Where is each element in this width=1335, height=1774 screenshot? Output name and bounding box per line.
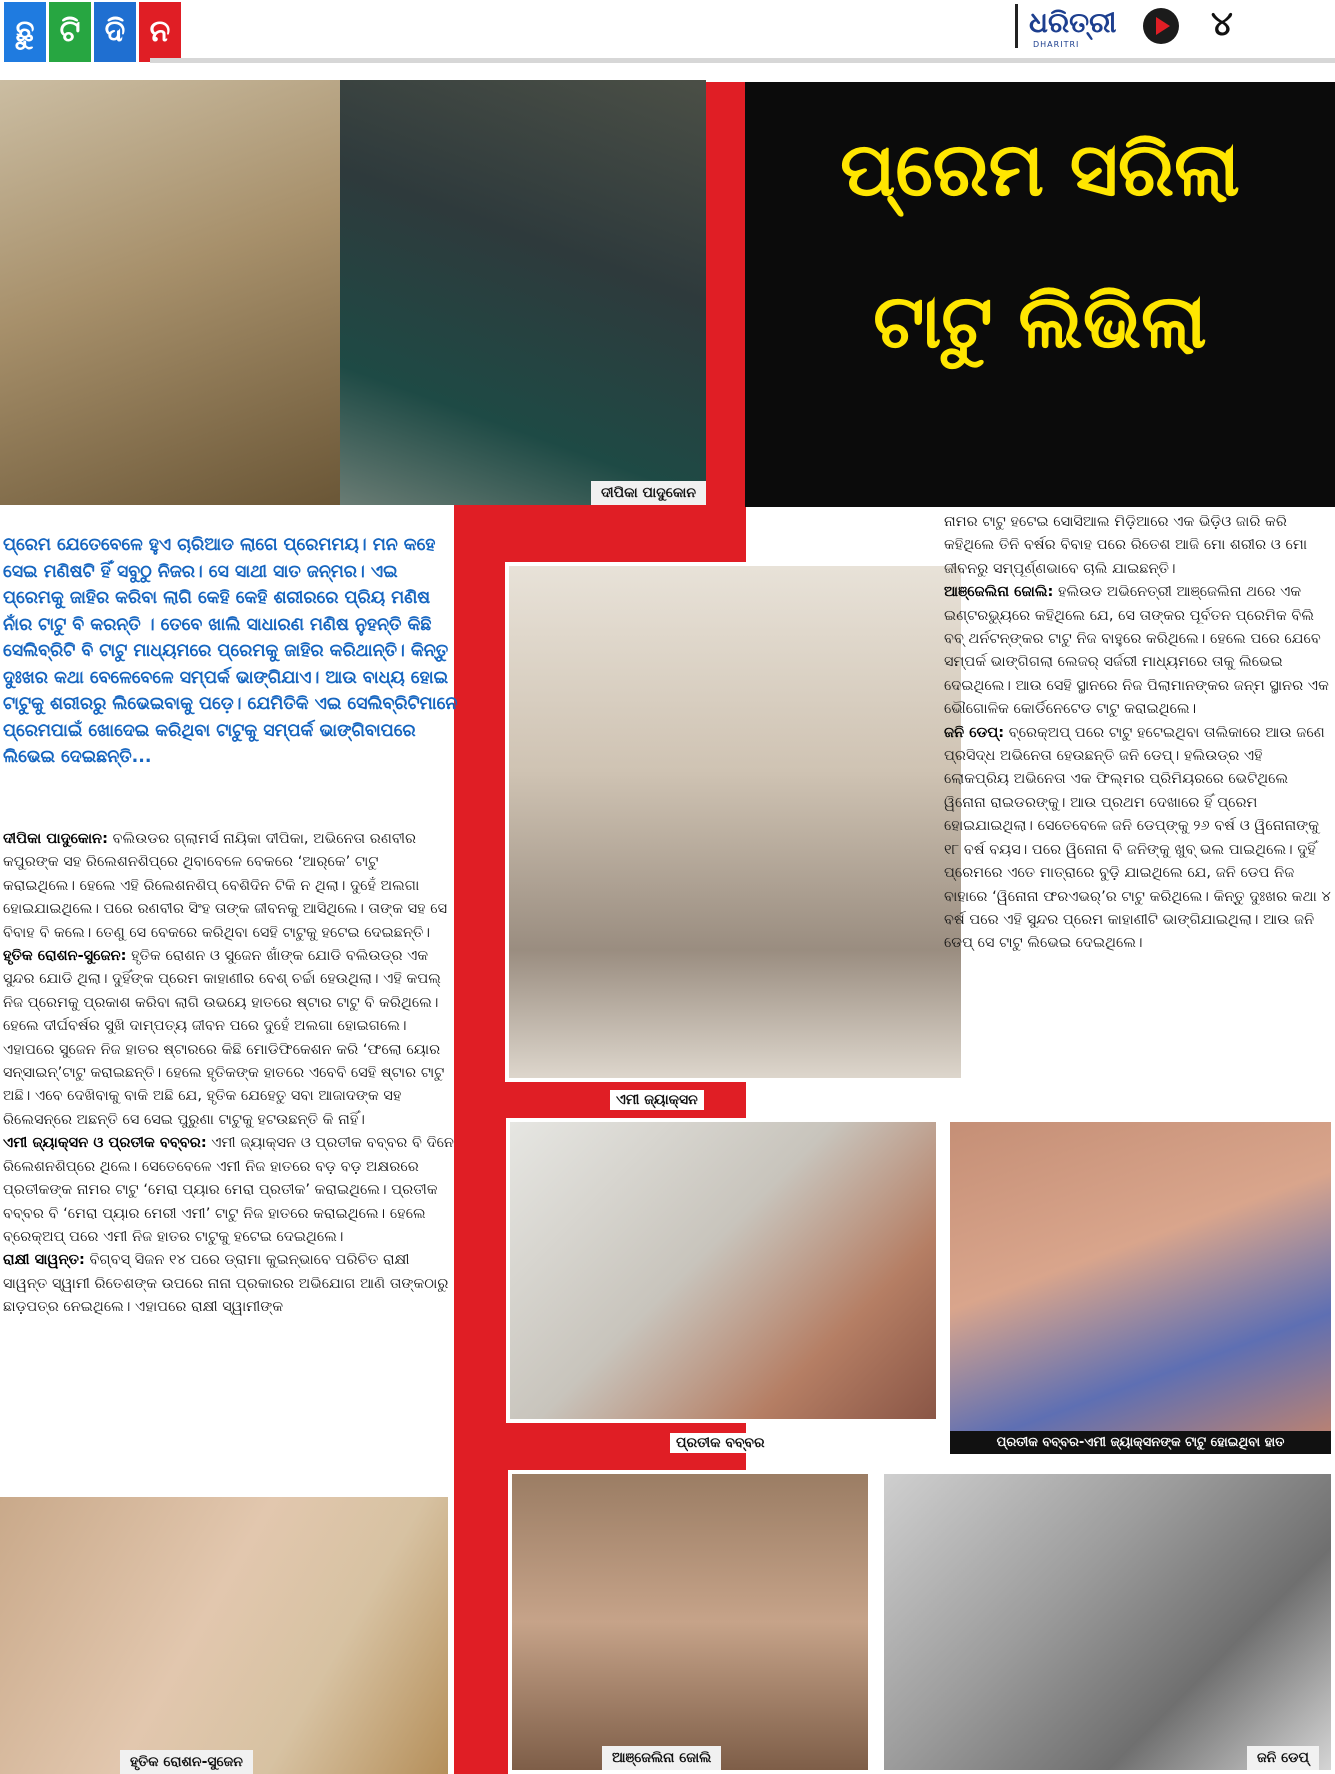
article-paragraph xyxy=(3,1131,454,1248)
page-number: ୪ xyxy=(1211,4,1233,44)
photo-caption: ପ୍ରତୀକ ବବ୍ବର xyxy=(670,1433,771,1453)
page-header xyxy=(0,0,1335,62)
paragraph-lead: ରାକ୍ଷୀ ସାୱନ୍ତ: xyxy=(3,1251,85,1269)
paragraph-text: ବ୍ରେକ୍‌ଅପ୍ ପରେ ଟାଟୁ ହଟେଇଥିବା ତାଲିକାରେ ଆଉ ଜଣେ ପ୍ରସିଦ୍ଧ ଅଭିନେତା ହେଉଛନ୍ତି ଜନି ଡେପ୍। ହଲିଉଡ୍‌ର ଏହି ଲୋକପ୍ରିୟ ଅଭିନେତା ଏକ ଫିଲ୍ମର ପ୍ରିମିୟରରେ ଭେଟିଥିଲେ ୱିନୋନା ରାଇଡରଙ୍କୁ। ଆଉ ପ୍ରଥମ ଦେଖାରେ ହିଁ ପ୍ରେମ ହୋଇଯାଇଥିଲା। ସେତେବେଳେ ଜନି ଡେପ୍‌ଙ୍କୁ ୨୬ ବର୍ଷ ଓ ୱିନୋନାଙ୍କୁ ୧୮ ବର୍ଷ ବୟସ। ପରେ ୱିନୋନା ବି ଜନିଙ୍କୁ ଖୁବ୍ ଭଲ ପାଇଥିଲେ। ଦୁହିଁ ପ୍ରେମରେ ଏତେ ମାତ୍ରାରେ ବୁଡ଼ି ଯାଇଥିଲେ ଯେ, ଜନି ଡେପ ନିଜ ବାହାରେ ‘ୱିନୋନା ଫରଏଭର୍’ର ଟାଟୁ କରିଥିଲେ। କିନ୍ତୁ ଦୁଃଖର କଥା ୪ ବର୍ଷ ପରେ ଏହି ସୁନ୍ଦର ପ୍ରେମ କାହାଣୀଟି ଭାଙ୍ଗିଯାଇଥିଲା। ଆଉ ଜନି ଡେପ୍ ସେ ଟାଟୁ ଲିଭେଇ ଦେଇଥିଲେ। xyxy=(944,723,1331,952)
headline-line-2: ଟାଟୁ ଲିଭିଲା xyxy=(873,279,1207,365)
paragraph-text: ହଲିଉଡ ଅଭିନେତ୍ରୀ ଆଞ୍ଜେଲିନା ଥରେ ଏକ ଇଣ୍ଟରଭ୍ୟୁରେ କହିଥିଲେ ଯେ, ସେ ତାଙ୍କର ପୂର୍ବତନ ପ୍ରେମିକ ବିଲି ବବ୍ ଥର୍ନଟନ୍‌ଙ୍କର ଟାଟୁ ନିଜ ବାହୁରେ କରିଥିଲେ। ହେଲେ ପରେ ଯେବେ ସମ୍ପର୍କ ଭାଙ୍ଗିଗଲା ଲେଜର୍ ସର୍ଜରୀ ମାଧ୍ୟମରେ ତାକୁ ଲିଭେଇ ଦେଇଥିଲେ। ଆଉ ସେହି ସ୍ଥାନରେ ନିଜ ପିଲାମାନଙ୍କର ଜନ୍ମ ସ୍ଥାନର ଏକ ଭୌଗୋଳିକ କୋର୍ଡିନେଟେଡ ଟାଟୁ କରାଇଥିଲେ। xyxy=(944,583,1329,718)
headline-line-1: ପ୍ରେମ ସରିଲା xyxy=(840,127,1240,213)
article-paragraph xyxy=(944,510,1332,580)
brand-name: ଧରିତ୍ରୀ xyxy=(1029,6,1117,39)
photo-caption: ପ୍ରତୀକ ବବ୍ବର-ଏମୀ ଜ୍ୟାକ୍ସନଙ୍କ ଟାଟୁ ହୋଇଥିବା ହାତ xyxy=(950,1431,1331,1454)
article-column-left xyxy=(0,827,454,1319)
photo-angelina-jolie xyxy=(508,1470,872,1774)
intro-paragraph: ପ୍ରେମ ଯେତେବେଳେ ହୁଏ ଚାରିଆଡ ଲାଗେ ପ୍ରେମମୟ। ମନ କହେ ସେଇ ମଣିଷଟି ହିଁ ସବୁଠୁ ନିଜର। ସେ ସାଥୀ ସାତ ଜନ୍ମର। ଏଇ ପ୍ରେମକୁ ଜାହିର କରିବା ଲାଗି କେହି କେହି ଶରୀରରେ ପ୍ରିୟ ମଣିଷ ନାଁର ଟାଟୁ ବି କରନ୍ତି । ତେବେ ଖାଲି ସାଧାରଣ ମଣିଷ ନୁହନ୍ତି କିଛି ସେଲିବ୍ରିଟି ବି ଟାଟୁ ମାଧ୍ୟମରେ ପ୍ରେମକୁ ଜାହିର କରିଥାନ୍ତି। କିନ୍ତୁ ଦୁଃଖର କଥା ବେଳେବେଳେ ସମ୍ପର୍କ ଭାଙ୍ଗିଯାଏ। ଆଉ ବାଧ୍ୟ ହୋଇ ଟାଟୁକୁ ଶରୀରରୁ ଲିଭେଇବାକୁ ପଡ଼େ। ଯେମିତିକି ଏଇ ସେଲିବ୍ରିଟିମାନେ ପ୍ରେମପାଇଁ ଖୋଦେଇ କରିଥିବା ଟାଟୁକୁ ସମ୍ପର୍କ ଭାଙ୍ଗିବାପରେ ଲିଭେଇ ଦେଇଛନ୍ତି... xyxy=(3,535,458,767)
paragraph-lead: ଏମୀ ଜ୍ୟାକ୍ସନ ଓ ପ୍ରତୀକ ବବ୍ବର: xyxy=(3,1134,207,1152)
play-icon xyxy=(1143,8,1179,44)
section-title-tile: ନ xyxy=(139,2,181,62)
photo-prateik-babbar xyxy=(506,1118,940,1423)
article-paragraph xyxy=(3,827,454,944)
brand-divider xyxy=(1015,4,1018,48)
paragraph-text: ବଲିଉଡର ଗ୍ଲାମର୍ସ ନାୟିକା ଦୀପିକା, ଅଭିନେତା ରଣବୀର କପୁରଙ୍କ ସହ ରିଲେଶନଶିପ୍‌ରେ ଥିବାବେଳେ ବେକରେ ‘ଆର୍‌କେ’ ଟାଟୁ କରାଇଥିଲେ। ହେଲେ ଏହି ରିଲେଶନଶିପ୍ ବେଶିଦିନ ଟିକି ନ ଥିଲା। ଦୁହେଁ ଅଲଗା ହୋଇଯାଇଥିଲେ। ପରେ ରଣବୀର ସିଂହ ତାଙ୍କ ଜୀବନକୁ ଆସିଥିଲେ। ତାଙ୍କ ସହ ସେ ବିବାହ ବି କଲେ। ତେଣୁ ସେ ବେକରେ କରିଥିବା ସେହି ଟାଟୁକୁ ହଟେଇ ଦେଇଛନ୍ତି। xyxy=(3,830,448,941)
article-paragraph xyxy=(944,580,1332,720)
photo-amy-jackson xyxy=(505,562,965,1082)
photo-caption: ଏମୀ ଜ୍ୟାକ୍ସନ xyxy=(610,1090,704,1110)
photo-johnny-depp xyxy=(880,1470,1335,1774)
photo-hrithik-sussanne xyxy=(0,1497,448,1774)
paragraph-lead: ଦୀପିକା ପାଦୁକୋନ: xyxy=(3,830,108,847)
section-title-tile: ଛୁ xyxy=(4,2,46,62)
section-title-tile: ଟି xyxy=(49,2,91,62)
paragraph-text: ହୃତିକ ରୋଶନ ଓ ସୁଜେନ ଖାଁଙ୍କ ଯୋଡି ବଲିଉଡ୍‌ର ଏକ ସୁନ୍ଦର ଯୋଡି ଥିଲା। ଦୁହିଁଙ୍କ ପ୍ରେମ କାହାଣୀର ବେଶ୍ ଚର୍ଚ୍ଚା ହେଉଥିଲା। ଏହି କପଲ୍ ନିଜ ପ୍ରେମକୁ ପ୍ରକାଶ କରିବା ଲାଗି ଉଭୟେ ହାତରେ ଷ୍ଟାର ଟାଟୁ ବି କରିଥିଲେ। ହେଲେ ଦୀର୍ଘବର୍ଷର ସୁଖି ଦାମ୍ପତ୍ୟ ଜୀବନ ପରେ ଦୁହେଁ ଅଲଗା ହୋଇଗଲେ। ଏହାପରେ ସୁଜେନ ନିଜ ହାତର ଷ୍ଟାରରେ କିଛି ମୋଡିଫିକେଶନ କରି ‘ଫଲୋ ୟୋର ସନ୍‌ସାଇନ୍’ଟାଟୁ କରାଇଛନ୍ତି। ହେଲେ ହୃତିକଙ୍କ ହାତରେ ଏବେବି ସେହି ଷ୍ଟାର ଟାଟୁ ଅଛି। ଏବେ ଦେଖିବାକୁ ବାକି ଅଛି ଯେ, ହୃତିକ ଯେହେତୁ ସବା ଆଜାଦଙ୍କ ସହ ରିଲେସନ୍‌ରେ ଅଛନ୍ତି ସେ ସେଇ ପୁରୁଣା ଟାଟୁକୁ ହଟଉଛନ୍ତି କି ନାହିଁ। xyxy=(3,947,445,1128)
brand-sub: DHARITRI xyxy=(1033,40,1080,49)
article-paragraph xyxy=(3,1248,454,1318)
photo-deepika-front xyxy=(0,80,345,505)
article-paragraph xyxy=(944,721,1332,955)
paragraph-text: ନାମର ଟାଟୁ ହଟେଇ ସୋସିଆଲ ମିଡ଼ିଆରେ ଏକ ଭିଡ଼ିଓ ଜାରି କରି କହିଥିଲେ ତିନି ବର୍ଷର ବିବାହ ପରେ ରିତେଶ ଆଜି ମୋ ଶରୀର ଓ ମୋ ଜୀବନରୁ ସମ୍ପୂର୍ଣ୍ଣଭାବେ ଚାଲି ଯାଇଛନ୍ତି। xyxy=(944,513,1308,577)
photo-caption: ହୃତିକ ରୋଶନ-ସୁଜେନ xyxy=(120,1750,253,1774)
paragraph-lead: ହୃତିକ ରୋଶନ-ସୁଜେନ: xyxy=(3,947,127,965)
header-rule xyxy=(150,58,1335,63)
photo-caption: ଜନି ଡେପ୍ xyxy=(1247,1746,1319,1770)
headline-box xyxy=(745,82,1335,507)
paragraph-lead: ଜନି ଡେପ୍: xyxy=(944,723,1005,741)
section-title xyxy=(4,2,181,62)
article-paragraph xyxy=(3,944,454,1131)
photo-tattoo-arms xyxy=(946,1118,1335,1458)
photo-deepika-back xyxy=(340,80,706,505)
photo-caption: ଦୀପିକା ପାଦୁକୋନ xyxy=(591,481,706,505)
paragraph-text: ଏମୀ ଜ୍ୟାକ୍ସନ ଓ ପ୍ରତୀକ ବବ୍ବର ବି ଦିନେ ରିଲେଶନଶିପ୍‌ରେ ଥିଲେ। ସେତେବେଳେ ଏମୀ ନିଜ ହାତରେ ବଡ଼ ବଡ଼ ଅକ୍ଷରରେ ପ୍ରତୀକଙ୍କ ନାମର ଟାଟୁ ‘ମେରା ପ୍ୟାର ମେରା ପ୍ରତୀକ’ କରାଇଥିଲେ। ପ୍ରତୀକ ବବ୍ବର ବି ‘ମେରା ପ୍ୟାର ମେରୀ ଏମୀ’ ଟାଟୁ ନିଜ ହାତରେ କରାଇଥିଲେ। ହେଲେ ବ୍ରେକ୍‌ଅପ୍ ପରେ ଏମୀ ନିଜ ହାତର ଟାଟୁକୁ ହଟେଇ ଦେଇଥିଲେ। xyxy=(3,1134,454,1245)
photo-caption: ଆଞ୍ଜେଲିନା ଜୋଲି xyxy=(602,1746,721,1770)
section-title-tile: ଦି xyxy=(94,2,136,62)
article-column-right xyxy=(944,510,1332,955)
paragraph-text: ବିଗ୍‌ବସ୍ ସିଜନ ୧୪ ପରେ ଡ୍ରାମା କୁଇନ୍‌ଭାବେ ପରିଚିତ ରାକ୍ଷୀ ସାୱନ୍ତ ସ୍ୱାମୀ ରିତେଶଙ୍କ ଉପରେ ନାନା ପ୍ରକାରର ଅଭିଯୋଗ ଆଣି ତାଙ୍କଠାରୁ ଛାଡ଼ପତ୍ର ନେଇଥିଲେ। ଏହାପରେ ରାକ୍ଷୀ ସ୍ୱାମୀଙ୍କ xyxy=(3,1251,449,1316)
brand-block xyxy=(1015,4,1335,56)
paragraph-lead: ଆଞ୍ଜେଲିନା ଜୋଲି: xyxy=(944,583,1054,601)
